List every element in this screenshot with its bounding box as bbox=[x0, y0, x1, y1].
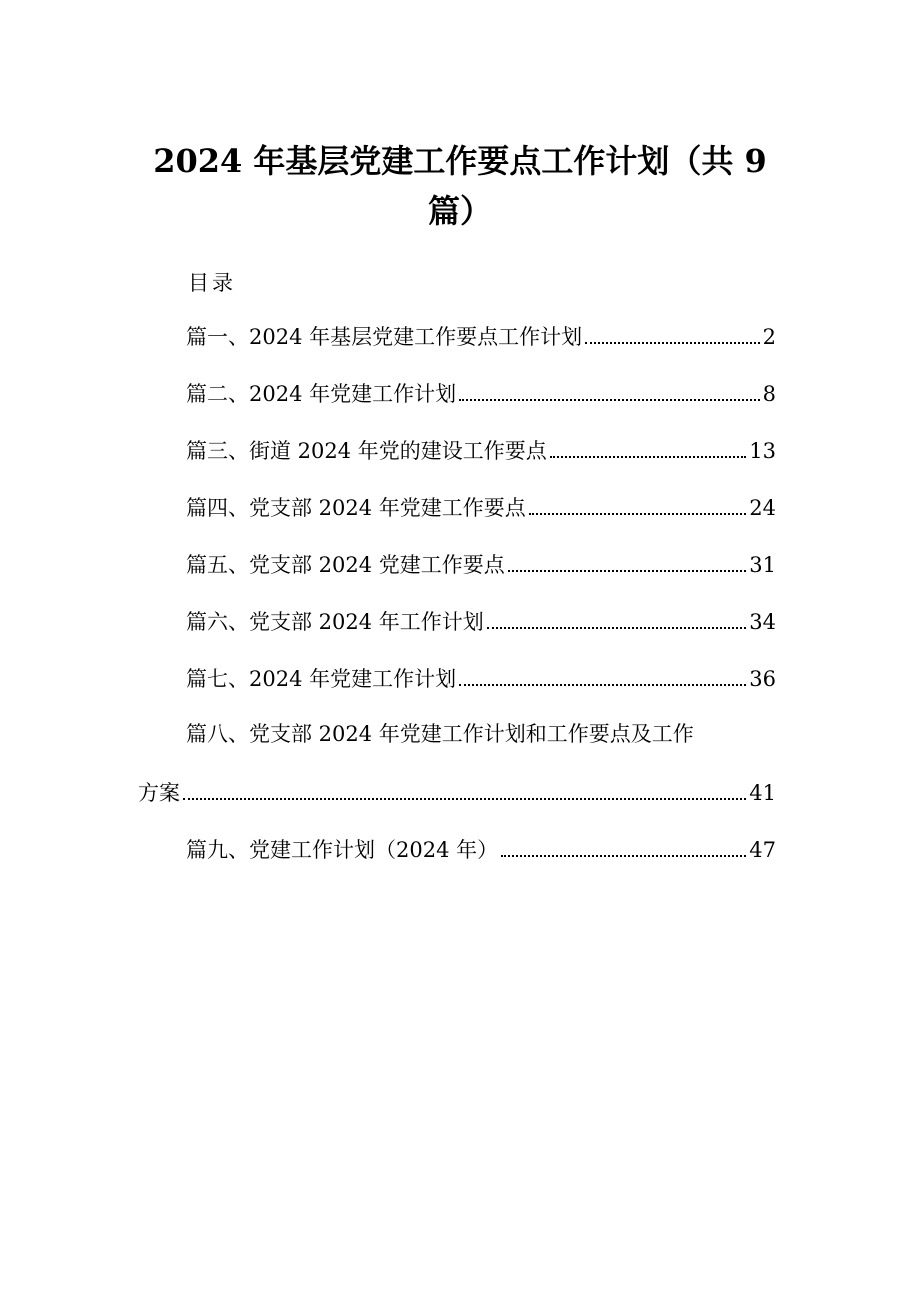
toc-leader-dots bbox=[529, 513, 746, 515]
toc-page-number: 8 bbox=[762, 382, 776, 406]
toc-entry-8[interactable] bbox=[138, 774, 776, 808]
toc-leader-dots bbox=[183, 798, 746, 800]
toc-entry-2[interactable] bbox=[186, 375, 776, 409]
toc-entry-8-line-1[interactable]: 篇八、党支部 2024 年党建工作计划和工作要点及工作 bbox=[186, 722, 694, 746]
toc-page-number: 36 bbox=[749, 667, 776, 691]
toc-entry-label: 篇五、党支部 2024 党建工作要点 bbox=[186, 553, 505, 577]
toc-entry-label: 篇七、2024 年党建工作计划 bbox=[186, 667, 457, 691]
toc-entry-1[interactable] bbox=[186, 318, 776, 352]
toc-page-number: 47 bbox=[749, 838, 776, 862]
toc-page-number: 24 bbox=[749, 496, 776, 520]
toc-leader-dots bbox=[585, 342, 760, 344]
toc-page-number: 31 bbox=[749, 553, 776, 577]
toc-page-number: 13 bbox=[749, 439, 776, 463]
toc-leader-dots bbox=[508, 570, 746, 572]
toc-entry-4[interactable] bbox=[186, 489, 776, 523]
toc-page-number: 34 bbox=[749, 610, 776, 634]
toc-leader-dots bbox=[459, 684, 746, 686]
toc-leader-dots bbox=[550, 456, 746, 458]
toc-leader-dots bbox=[501, 855, 746, 857]
document-title-line-1: 2024 年基层党建工作要点工作计划（共 9 bbox=[153, 142, 767, 180]
toc-entry-3[interactable] bbox=[186, 432, 776, 466]
toc-entry-label: 篇一、2024 年基层党建工作要点工作计划 bbox=[186, 325, 583, 349]
toc-page-number: 41 bbox=[749, 781, 776, 805]
toc-entry-label: 篇二、2024 年党建工作计划 bbox=[186, 382, 457, 406]
toc-entry-label: 篇三、街道 2024 年党的建设工作要点 bbox=[186, 439, 547, 463]
toc-heading: 目录 bbox=[188, 271, 236, 295]
toc-entry-5[interactable] bbox=[186, 546, 776, 580]
toc-entry-6[interactable] bbox=[186, 603, 776, 637]
toc-entry-label: 篇九、党建工作计划（2024 年） bbox=[186, 838, 499, 862]
toc-entry-label: 篇六、党支部 2024 年工作计划 bbox=[186, 610, 484, 634]
toc-entry-label: 篇四、党支部 2024 年党建工作要点 bbox=[186, 496, 526, 520]
toc-entry-9[interactable] bbox=[186, 831, 776, 865]
toc-leader-dots bbox=[459, 399, 760, 401]
toc-page-number: 2 bbox=[762, 325, 776, 349]
toc-leader-dots bbox=[487, 627, 746, 629]
toc-entry-label: 方案 bbox=[138, 781, 180, 805]
document-title-line-2: 篇） bbox=[427, 192, 492, 230]
toc-entry-7[interactable] bbox=[186, 660, 776, 694]
